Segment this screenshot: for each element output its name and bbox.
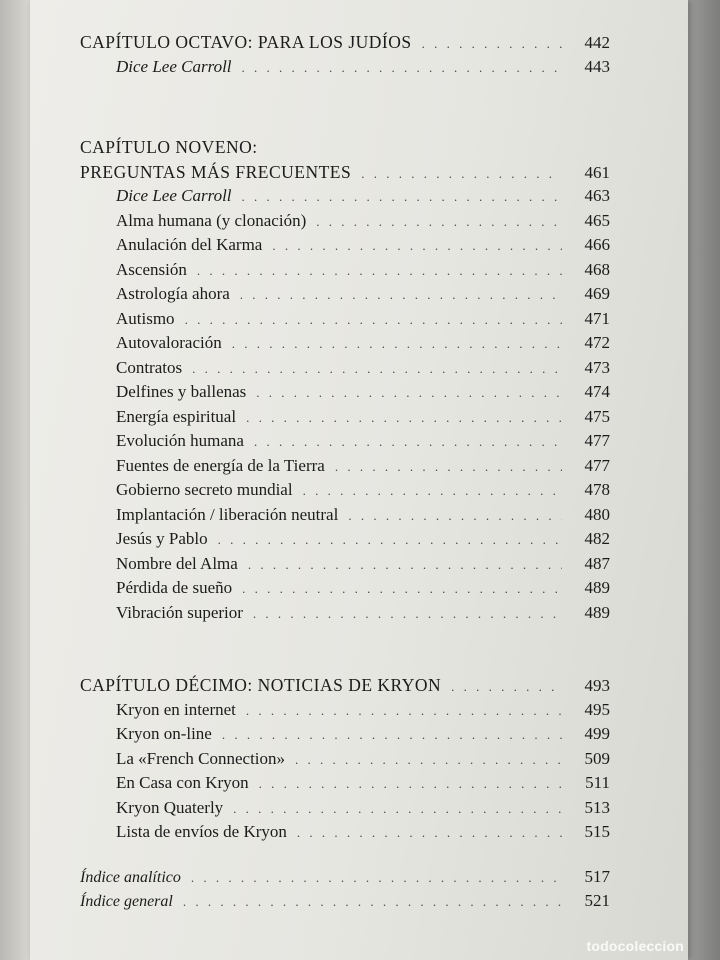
toc-entry	[80, 55, 610, 80]
chapter-title: CAPÍTULO OCTAVO: PARA LOS JUDÍOS	[80, 32, 412, 52]
toc-entry	[80, 747, 610, 772]
page-number: 489	[584, 602, 610, 622]
chapter-heading	[80, 160, 610, 185]
toc-entry	[80, 820, 610, 845]
chapter-9-section	[80, 135, 610, 625]
entry-label: Dice Lee Carroll	[116, 186, 232, 205]
page-number: 468	[584, 259, 610, 279]
page-number: 499	[584, 724, 610, 743]
page-number: 480	[584, 504, 610, 524]
chapter-heading	[80, 673, 610, 698]
toc-entry	[80, 527, 610, 552]
dot-leader	[361, 162, 562, 187]
toc-entry	[80, 601, 610, 626]
dot-leader	[246, 406, 562, 431]
page-number: 474	[584, 382, 610, 401]
toc-entry	[80, 796, 610, 821]
page-number: 477	[584, 431, 610, 450]
dot-leader	[253, 602, 562, 627]
dot-leader	[218, 528, 562, 553]
entry-label: Delfines y ballenas	[116, 382, 247, 401]
toc-entry	[80, 282, 610, 307]
entry-label: Índice general	[80, 893, 173, 910]
table-of-contents	[80, 30, 610, 914]
dot-leader	[192, 357, 562, 382]
page-number: 465	[584, 210, 610, 230]
page-number: 442	[584, 33, 610, 52]
dot-leader	[191, 866, 562, 891]
page-number: 495	[584, 699, 610, 719]
page-number: 461	[584, 162, 610, 182]
dot-leader	[348, 504, 562, 529]
toc-entry	[80, 258, 610, 283]
dot-leader	[316, 210, 562, 235]
entry-label: Alma humana (y clonación)	[116, 210, 307, 230]
entry-label: Fuentes de energía de la Tierra	[116, 455, 325, 475]
toc-entry	[80, 356, 610, 381]
dot-leader	[197, 259, 562, 284]
page-number: 489	[584, 578, 610, 597]
toc-entry	[80, 576, 610, 601]
entry-label: En Casa con Kryon	[116, 773, 249, 792]
page-number: 509	[584, 748, 610, 768]
toc-entry	[80, 889, 610, 914]
page-number: 463	[584, 186, 610, 205]
entry-label: La «French Connection»	[116, 748, 286, 768]
page-number: 471	[584, 308, 610, 328]
dot-leader	[272, 234, 562, 259]
page-number: 482	[584, 529, 610, 548]
entry-label: Evolución humana	[116, 431, 244, 450]
book-page	[30, 0, 688, 960]
dot-leader	[295, 748, 562, 773]
toc-entry	[80, 698, 610, 723]
chapter-title: CAPÍTULO DÉCIMO: NOTICIAS DE KRYON	[80, 675, 442, 695]
dot-leader	[259, 772, 562, 797]
toc-entry	[80, 722, 610, 747]
dot-leader	[232, 332, 562, 357]
toc-entry	[80, 307, 610, 332]
page-number: 469	[584, 284, 610, 303]
toc-entry	[80, 478, 610, 503]
dot-leader	[335, 455, 562, 480]
chapter-subtitle: PREGUNTAS MÁS FRECUENTES	[80, 161, 352, 182]
toc-entry	[80, 865, 610, 890]
toc-entry	[80, 184, 610, 209]
page-number: 515	[584, 822, 610, 841]
toc-entry	[80, 771, 610, 796]
entry-label: Índice analítico	[80, 868, 181, 886]
dot-leader	[222, 723, 562, 748]
toc-entry	[80, 331, 610, 356]
page-number: 466	[584, 235, 610, 254]
chapter-8-section	[80, 30, 610, 79]
dot-leader	[242, 577, 562, 602]
page-number: 478	[584, 480, 610, 499]
page-number: 521	[584, 891, 610, 910]
page-number: 511	[585, 773, 610, 792]
entry-label: Kryon on-line	[116, 724, 212, 743]
toc-entry	[80, 380, 610, 405]
toc-entry	[80, 552, 610, 577]
dot-leader	[233, 797, 562, 822]
toc-entry	[80, 209, 610, 234]
page-number: 477	[584, 455, 610, 475]
dot-leader	[297, 821, 562, 846]
dot-leader	[246, 699, 562, 724]
entry-label: Astrología ahora	[116, 284, 230, 303]
entry-label: Vibración superior	[116, 602, 243, 622]
index-section	[80, 865, 610, 914]
dot-leader	[303, 479, 562, 504]
entry-label: Autismo	[116, 308, 175, 328]
toc-entry	[80, 233, 610, 258]
toc-entry	[80, 429, 610, 454]
dot-leader	[451, 675, 562, 700]
chapter-10-section	[80, 673, 610, 845]
dot-leader	[240, 283, 562, 308]
dot-leader	[248, 553, 562, 578]
toc-entry	[80, 503, 610, 528]
dot-leader	[242, 185, 562, 210]
entry-label: Jesús y Pablo	[116, 529, 208, 548]
entry-label: Lista de envíos de Kryon	[116, 822, 287, 841]
entry-label: Implantación / liberación neutral	[116, 504, 339, 524]
left-page-edge	[0, 0, 34, 960]
dot-leader	[185, 308, 562, 333]
page-number: 472	[584, 333, 610, 352]
dot-leader	[183, 890, 562, 915]
entry-label: Kryon en internet	[116, 699, 236, 719]
page-number: 443	[584, 56, 610, 76]
page-number: 473	[584, 357, 610, 377]
toc-entry	[80, 454, 610, 479]
page-number: 493	[584, 676, 610, 695]
dot-leader	[254, 430, 562, 455]
entry-label: Nombre del Alma	[116, 553, 238, 573]
chapter-title: CAPÍTULO NOVENO:	[80, 137, 258, 157]
page-number: 475	[584, 406, 610, 426]
entry-label: Pérdida de sueño	[116, 578, 233, 597]
entry-label: Anulación del Karma	[116, 235, 263, 254]
entry-label: Kryon Quaterly	[116, 797, 224, 817]
entry-label: Autovaloración	[116, 333, 222, 352]
page-number: 513	[584, 797, 610, 817]
entry-label: Dice Lee Carroll	[116, 56, 232, 76]
chapter-heading	[80, 30, 610, 55]
watermark: todocoleccion	[586, 938, 684, 954]
entry-label: Contratos	[116, 357, 183, 377]
toc-entry	[80, 405, 610, 430]
background-surface	[686, 0, 720, 960]
dot-leader	[422, 32, 562, 57]
entry-label: Gobierno secreto mundial	[116, 480, 293, 499]
page-number: 517	[584, 866, 610, 886]
dot-leader	[242, 56, 562, 81]
entry-label: Energía espiritual	[116, 406, 237, 426]
dot-leader	[256, 381, 562, 406]
entry-label: Ascensión	[116, 259, 187, 279]
page-number: 487	[584, 553, 610, 573]
